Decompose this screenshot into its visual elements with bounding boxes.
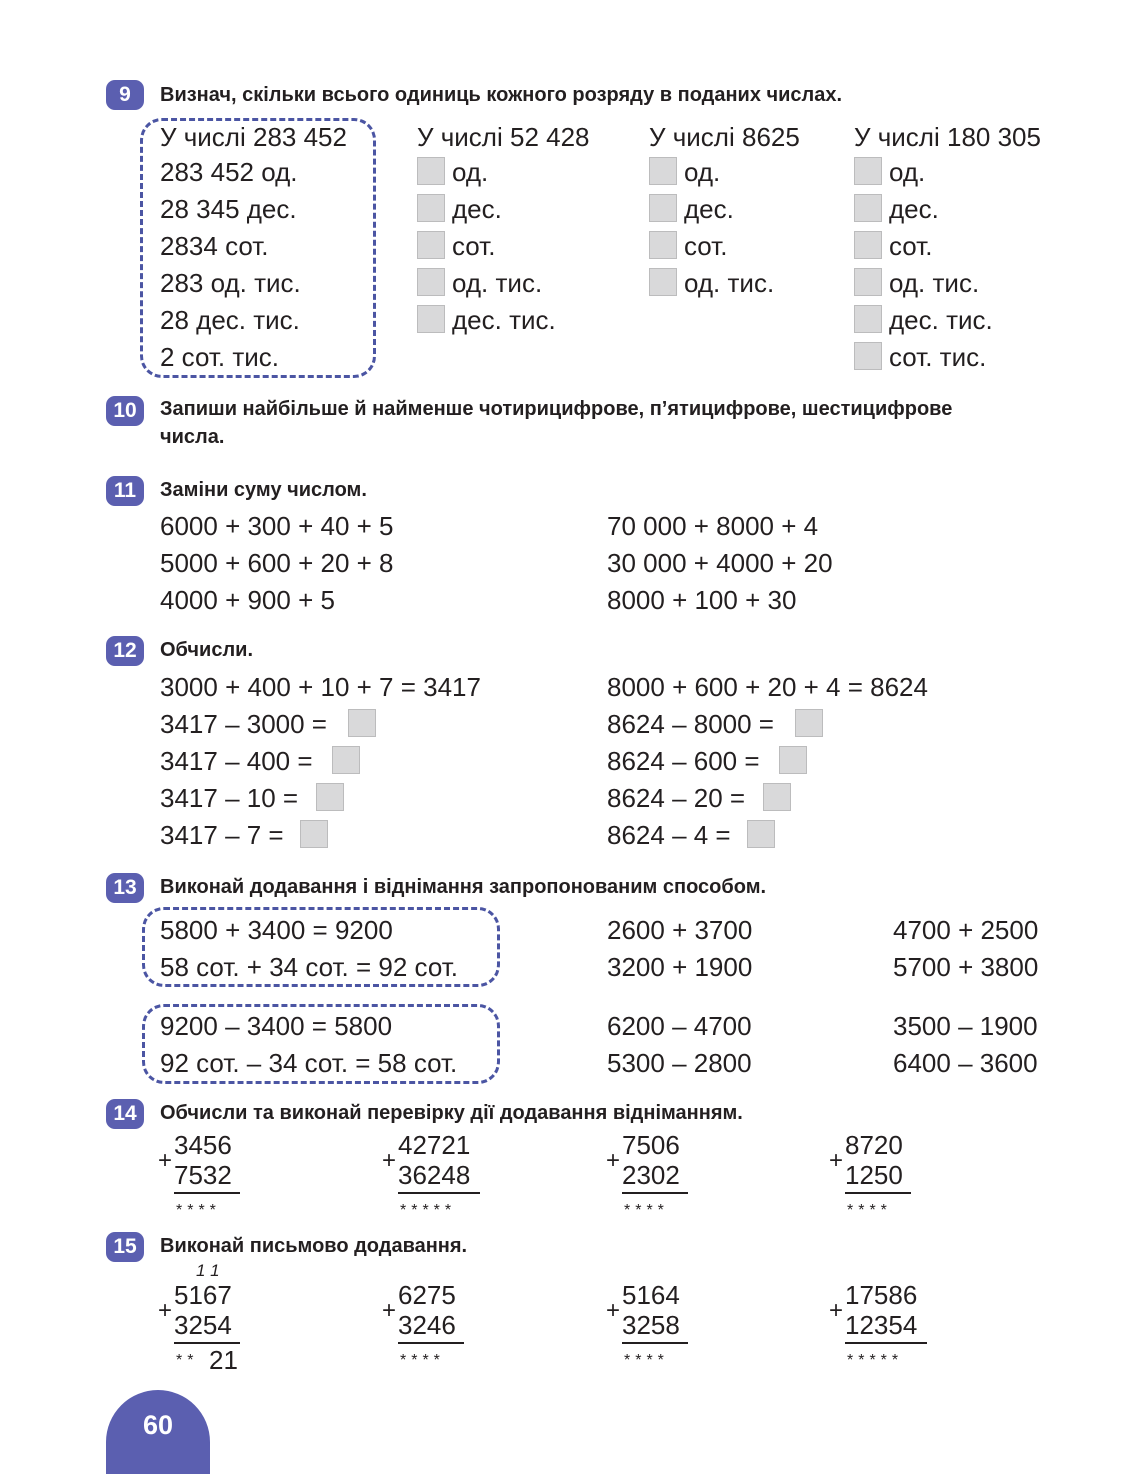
answer-box[interactable] <box>417 305 445 333</box>
answer-box[interactable] <box>854 268 882 296</box>
result-placeholder: ***** <box>847 1352 904 1369</box>
answer-box[interactable] <box>854 342 882 370</box>
answer-box[interactable] <box>854 231 882 259</box>
sum-line <box>398 1192 480 1194</box>
sum-line <box>174 1342 240 1344</box>
col3-head: У числі 8625 <box>649 122 800 152</box>
col4-label: сот. тис. <box>889 342 987 372</box>
result-placeholder: ***** <box>400 1202 457 1219</box>
col1-row: 2 сот. тис. <box>160 342 279 372</box>
task-number-14: 14 <box>106 1099 144 1129</box>
answer-box[interactable] <box>763 783 791 811</box>
addend-2: 2302 <box>622 1160 680 1190</box>
expression: 6400 – 3600 <box>893 1048 1038 1078</box>
task-number-13: 13 <box>106 873 144 903</box>
equation: 8624 – 600 = <box>607 746 760 776</box>
col2-label: дес. <box>452 194 502 224</box>
addend-2: 3258 <box>622 1310 680 1340</box>
sum-expression: 30 000 + 4000 + 20 <box>607 548 833 578</box>
task-number-9: 9 <box>106 80 144 110</box>
col4-label: сот. <box>889 231 933 261</box>
answer-box[interactable] <box>417 268 445 296</box>
plus-sign: + <box>158 1147 173 1174</box>
expression: 6200 – 4700 <box>607 1011 752 1041</box>
task-number-12: 12 <box>106 636 144 666</box>
given-equation: 8000 + 600 + 20 + 4 = 8624 <box>607 672 928 702</box>
result-placeholder: **** <box>624 1352 669 1369</box>
task-13-title: Виконай додавання і віднімання запропонованим способом. <box>160 876 767 898</box>
answer-box[interactable] <box>649 157 677 185</box>
result-placeholder: ** <box>176 1352 199 1369</box>
answer-box[interactable] <box>649 268 677 296</box>
col1-head: У числі 283 452 <box>160 122 347 152</box>
col1-row: 283 од. тис. <box>160 268 301 298</box>
col4-label: од. тис. <box>889 268 980 298</box>
given-equation: 3000 + 400 + 10 + 7 = 3417 <box>160 672 481 702</box>
answer-box[interactable] <box>348 709 376 737</box>
plus-sign: + <box>829 1297 844 1324</box>
task-number-10: 10 <box>106 396 144 426</box>
expression: 3200 + 1900 <box>607 952 753 982</box>
example-line: 92 сот. – 34 сот. = 58 сот. <box>160 1048 458 1078</box>
answer-box[interactable] <box>300 820 328 848</box>
expression: 5700 + 3800 <box>893 952 1039 982</box>
answer-box[interactable] <box>649 194 677 222</box>
col4-head: У числі 180 305 <box>854 122 1041 152</box>
col2-label: сот. <box>452 231 496 261</box>
col2-label: од. тис. <box>452 268 543 298</box>
col1-row: 2834 сот. <box>160 231 269 261</box>
answer-box[interactable] <box>854 157 882 185</box>
addend-1: 5164 <box>622 1280 680 1310</box>
equation: 3417 – 400 = <box>160 746 313 776</box>
addend-2: 1250 <box>845 1160 903 1190</box>
answer-box[interactable] <box>649 231 677 259</box>
plus-sign: + <box>382 1147 397 1174</box>
page-number: 60 <box>106 1390 210 1474</box>
addend-2: 3246 <box>398 1310 456 1340</box>
answer-box[interactable] <box>417 157 445 185</box>
col3-label: сот. <box>684 231 728 261</box>
col3-label: од. <box>684 157 721 187</box>
equation: 8624 – 4 = <box>607 820 731 850</box>
equation: 3417 – 10 = <box>160 783 299 813</box>
plus-sign: + <box>829 1147 844 1174</box>
example-line: 58 сот. + 34 сот. = 92 сот. <box>160 952 458 982</box>
sum-line <box>174 1192 240 1194</box>
task-9-title: Визнач, скільки всього одиниць кожного розряду в поданих числах. <box>160 84 843 106</box>
col4-label: од. <box>889 157 926 187</box>
plus-sign: + <box>606 1297 621 1324</box>
sum-expression: 8000 + 100 + 30 <box>607 585 797 615</box>
equation: 8624 – 8000 = <box>607 709 774 739</box>
task-14-title: Обчисли та виконай перевірку дії додавання відніманням. <box>160 1102 743 1124</box>
sum-line <box>622 1192 688 1194</box>
addend-1: 17586 <box>845 1280 918 1310</box>
answer-box[interactable] <box>854 305 882 333</box>
result-placeholder: **** <box>400 1352 445 1369</box>
expression: 4700 + 2500 <box>893 915 1039 945</box>
answer-box[interactable] <box>316 783 344 811</box>
answer-box[interactable] <box>417 231 445 259</box>
result-placeholder: **** <box>176 1202 221 1219</box>
plus-sign: + <box>158 1297 173 1324</box>
col1-row: 28 345 дес. <box>160 194 297 224</box>
answer-box[interactable] <box>854 194 882 222</box>
col3-label: од. тис. <box>684 268 775 298</box>
answer-box[interactable] <box>795 709 823 737</box>
task-10-title-line1: Запиши найбільше й найменше чотирицифрове, п’ятицифрове, шестицифрове <box>160 398 953 420</box>
task-10-title-line2: числа. <box>160 426 225 448</box>
sum-line <box>622 1342 688 1344</box>
col2-label: од. <box>452 157 489 187</box>
task-12-title: Обчисли. <box>160 639 253 661</box>
equation: 3417 – 7 = <box>160 820 284 850</box>
addend-1: 42721 <box>398 1130 471 1160</box>
addend-1: 6275 <box>398 1280 456 1310</box>
result-placeholder: **** <box>624 1202 669 1219</box>
equation: 3417 – 3000 = <box>160 709 327 739</box>
col1-row: 283 452 од. <box>160 157 298 187</box>
col4-label: дес. тис. <box>889 305 993 335</box>
addend-2: 12354 <box>845 1310 918 1340</box>
col4-label: дес. <box>889 194 939 224</box>
col3-label: дес. <box>684 194 734 224</box>
expression: 5300 – 2800 <box>607 1048 752 1078</box>
expression: 3500 – 1900 <box>893 1011 1038 1041</box>
answer-box[interactable] <box>779 746 807 774</box>
addend-1: 3456 <box>174 1130 232 1160</box>
addend-1: 7506 <box>622 1130 680 1160</box>
sum-expression: 70 000 + 8000 + 4 <box>607 511 819 541</box>
carry-digits: 1 1 <box>196 1261 220 1280</box>
sum-expression: 6000 + 300 + 40 + 5 <box>160 511 394 541</box>
plus-sign: + <box>606 1147 621 1174</box>
plus-sign: + <box>382 1297 397 1324</box>
addend-2: 7532 <box>174 1160 232 1190</box>
expression: 2600 + 3700 <box>607 915 753 945</box>
sum-line <box>845 1342 927 1344</box>
task-number-15: 15 <box>106 1232 144 1262</box>
col2-head: У числі 52 428 <box>417 122 590 152</box>
sum-expression: 5000 + 600 + 20 + 8 <box>160 548 394 578</box>
task-number-11: 11 <box>106 476 144 506</box>
addend-2: 3254 <box>174 1310 232 1340</box>
col1-row: 28 дес. тис. <box>160 305 300 335</box>
sum-line <box>845 1192 911 1194</box>
result-digits: 21 <box>209 1345 238 1375</box>
equation: 8624 – 20 = <box>607 783 746 813</box>
addend-2: 36248 <box>398 1160 471 1190</box>
sum-line <box>398 1342 464 1344</box>
addend-1: 5167 <box>174 1280 232 1310</box>
answer-box[interactable] <box>417 194 445 222</box>
result-placeholder: **** <box>847 1202 892 1219</box>
task-15-title: Виконай письмово додавання. <box>160 1235 468 1257</box>
task-11-title: Заміни суму числом. <box>160 479 367 501</box>
sum-expression: 4000 + 900 + 5 <box>160 585 335 615</box>
answer-box[interactable] <box>332 746 360 774</box>
example-line: 5800 + 3400 = 9200 <box>160 915 393 945</box>
addend-1: 8720 <box>845 1130 903 1160</box>
col2-label: дес. тис. <box>452 305 556 335</box>
answer-box[interactable] <box>747 820 775 848</box>
example-line: 9200 – 3400 = 5800 <box>160 1011 393 1041</box>
